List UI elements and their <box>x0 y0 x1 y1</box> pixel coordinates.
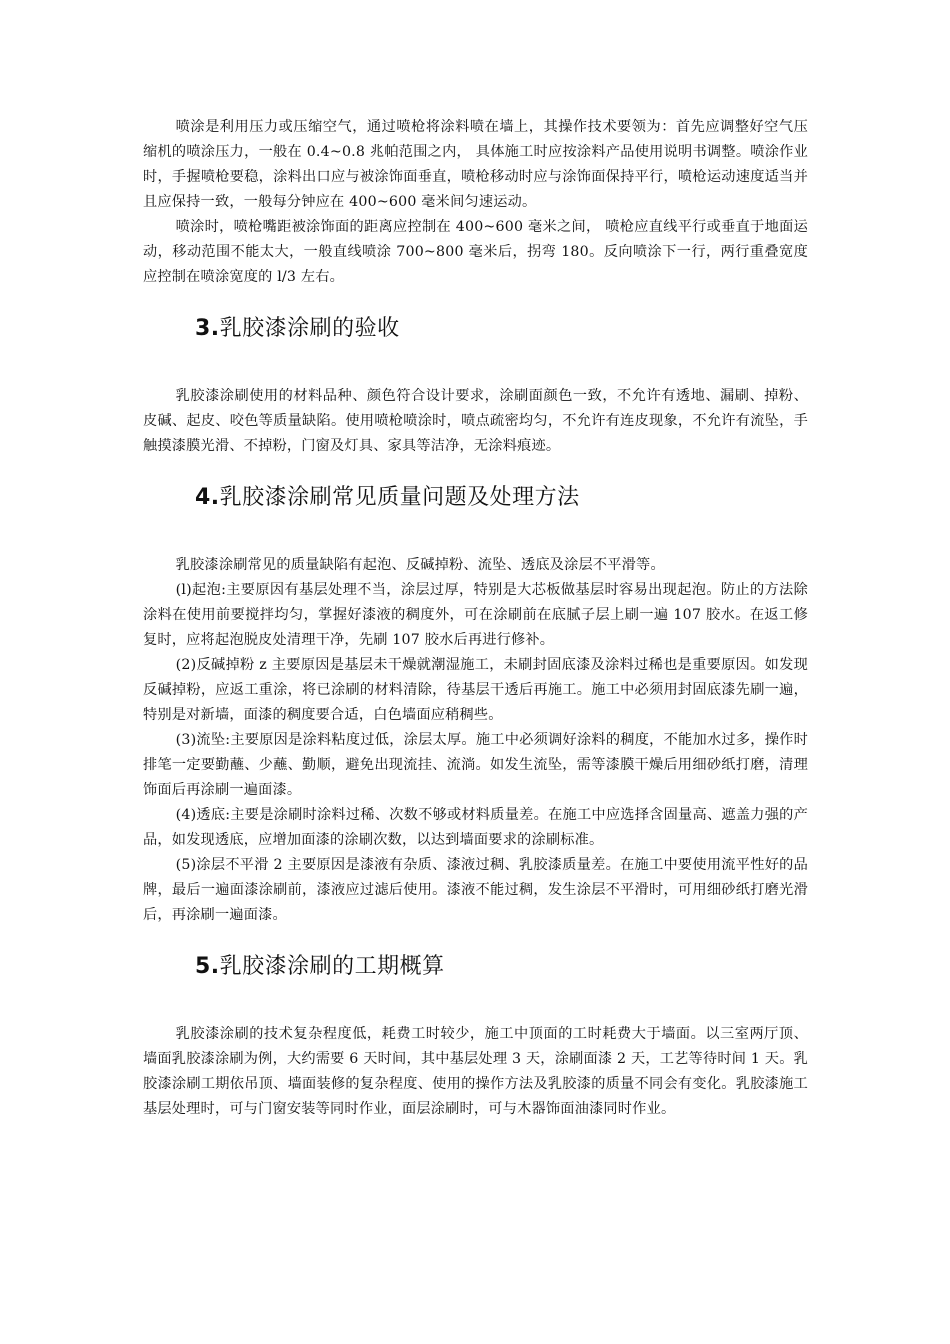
paragraph: 乳胶漆涂刷使用的材料品种、颜色符合设计要求，涂刷面颜色一致，不允许有透地、漏刷、掉粉、皮碱、起皮、咬色等质量缺陷。使用喷枪喷涂时，喷点疏密均匀，不允许有连皮现象，不允许有流坠，手触摸漆膜光滑、不掉粉，门窗及灯具、家具等洁净，无涂料痕迹。 <box>143 388 808 454</box>
section-title: 乳胶漆涂刷常见质量问题及处理方法 <box>219 485 580 510</box>
paragraph: (5)涂层不平滑 2 主要原因是漆液有杂质、漆液过稠、乳胶漆质量差。在施工中要使用流平性好的品牌，最后一遍面漆涂刷前，漆液应过滤后使用。漆液不能过稠，发生涂层不平滑时，可用细砂纸打磨光滑后，再涂刷一遍面漆。 <box>143 857 808 923</box>
paragraph: 喷涂时，喷枪嘴距被涂饰面的距离应控制在 400~600 毫米之间， 喷枪应直线平行或垂直于地面运动，移动范围不能太大，一般直线喷涂 700~800 毫米后，拐弯 180。反向喷涂下一行，两行重叠宽度应控制在喷涂宽度的 l/3 左右。 <box>143 219 808 285</box>
section-number: 5. <box>195 954 220 979</box>
paragraph: (3)流坠:主要原因是涂料粘度过低，涂层太厚。施工中必须调好涂料的稠度，不能加水过多，操作时排笔一定要勤蘸、少蘸、勤顺，避免出现流挂、流淌。如发生流坠，需等漆膜干燥后用细砂纸打磨，清理饰面后再涂刷一遍面漆。 <box>143 732 808 798</box>
section-heading-4 <box>143 483 808 513</box>
section-number: 4. <box>195 485 220 510</box>
section-title: 乳胶漆涂刷的验收 <box>219 316 400 341</box>
paragraph: (2)反碱掉粉 z 主要原因是基层未干燥就潮湿施工，未刷封固底漆及涂料过稀也是重要原因。如发现反碱掉粉，应返工重涂，将已涂刷的材料清除，待基层干透后再施工。施工中必须用封固底漆先刷一遍，特别是对新墙，面漆的稠度要合适，白色墙面应稍稠些。 <box>143 657 808 723</box>
section-number: 3. <box>195 316 220 341</box>
section-heading-5 <box>143 952 808 982</box>
paragraph: 乳胶漆涂刷常见的质量缺陷有起泡、反碱掉粉、流坠、透底及涂层不平滑等。 <box>175 557 665 573</box>
paragraph: 乳胶漆涂刷的技术复杂程度低，耗费工时较少，施工中顶面的工时耗费大于墙面。以三室两厅顶、墙面乳胶漆涂刷为例，大约需要 6 天时间，其中基层处理 3 天，涂刷面漆 2 天，工艺等待时间 1 天。乳胶漆涂刷工期依吊顶、墙面装修的复杂程度、使用的操作方法及乳胶漆的质量不同会有变化。乳胶漆施工基层处理时，可与门窗安装等同时作业，面层涂刷时，可与木器饰面油漆同时作业。 <box>143 1026 808 1117</box>
paragraph: 喷涂是利用压力或压缩空气，通过喷枪将涂料喷在墙上，其操作技术要领为：首先应调整好空气压缩机的喷涂压力，一般在 0.4~0.8 兆帕范围之内， 具体施工时应按涂料产品使用说明书调整。喷涂作业时，手握喷枪要稳，涂料出口应与被涂饰面垂直，喷枪移动时应与涂饰面保持平行，喷枪运动速度适当并且应保持一致，一般每分钟应在 400~600 毫米间匀速运动。 <box>143 119 808 210</box>
section-heading-3 <box>143 314 808 344</box>
paragraph: (l)起泡:主要原因有基层处理不当，涂层过厚，特别是大芯板做基层时容易出现起泡。防止的方法除涂料在使用前要搅拌均匀，掌握好漆液的稠度外，可在涂刷前在底腻子层上刷一遍 107 胶水。在返工修复时，应将起泡脱皮处清理干净，先刷 107 胶水后再进行修补。 <box>143 582 808 648</box>
document-body <box>143 115 808 1122</box>
section-title: 乳胶漆涂刷的工期概算 <box>219 954 445 979</box>
paragraph: (4)透底:主要是涂刷时涂料过稀、次数不够或材料质量差。在施工中应选择含固量高、遮盖力强的产品，如发现透底，应增加面漆的涂刷次数，以达到墙面要求的涂刷标准。 <box>143 807 808 848</box>
